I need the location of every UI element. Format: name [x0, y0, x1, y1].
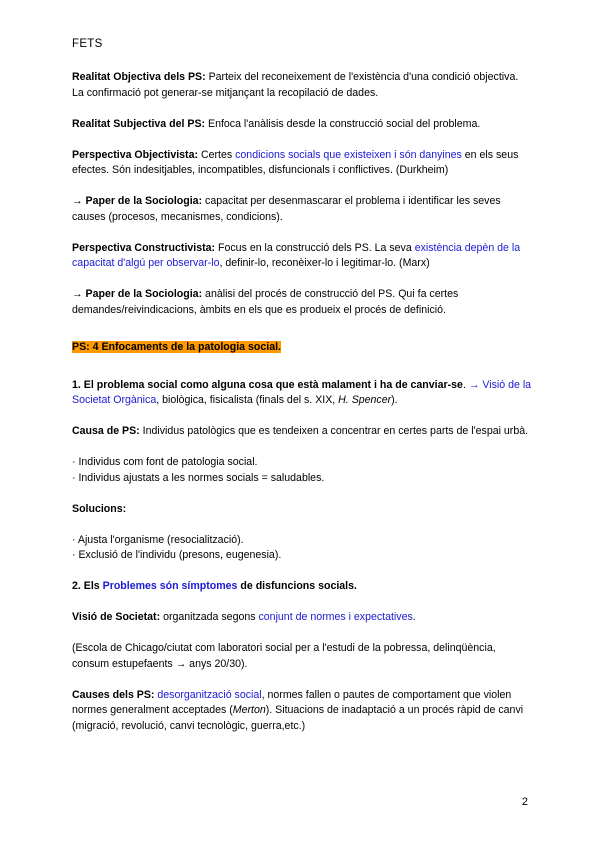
paragraph-solucions [72, 502, 532, 518]
list-item: · Exclusió de l'individu (presons, eugenesia). [72, 549, 282, 561]
paragraph-perspectiva-constructivista: Perspectiva Constructivista: Focus en la construcció dels PS. La seva existència depèn de la capacitat d'algú per observar-lo, definir-lo, reconèixer-lo i legitimar-lo. (Marx) [72, 241, 521, 269]
list-item: · Individus ajustats a les normes socials = saludables. [72, 471, 325, 484]
term: Causes dels PS: [72, 688, 155, 701]
document-body [72, 70, 532, 734]
highlight-link: condicions socials que existeixen i són danyines [235, 148, 462, 161]
term: Realitat Objectiva dels PS: [72, 71, 206, 83]
page-header: FETS [72, 38, 103, 50]
list-item: · Ajusta l'organisme (resocialització). [72, 533, 244, 546]
term: Realitat Subjectiva del PS: [72, 117, 206, 130]
paragraph-realitat-objectiva: Realitat Objectiva dels PS: Parteix del reconeixement de l'existència d'una condició objectiva. La confirmació pot generar-se mitjançant la recopilació de dades. [72, 71, 519, 99]
term: 1. El problema social como alguna cosa que està malament i ha de canviar-se [72, 378, 463, 391]
list-item: · Individus com font de patologia social. [72, 456, 258, 468]
highlight-link: existència depèn de la capacitat d'algú per observar-lo [72, 241, 521, 269]
paragraph-paper-sociologia-1: → Paper de la Sociologia: capacitat per desenmascarar el problema i identificar les seves causes (procesos, mecanismes, condicions). [72, 195, 501, 223]
term: Causa de PS: [72, 425, 140, 437]
paragraph-realitat-subjectiva: Realitat Subjectiva del PS: Enfoca l'anàlisis desde la construcció social del problema. [72, 117, 481, 130]
term: Visió de Societat: [72, 611, 161, 623]
term: Perspectiva Constructivista: [72, 241, 216, 254]
highlight-link: → Visió de la Societat Orgànica [72, 378, 532, 406]
section-heading: PS: 4 Enfocaments de la patologia social. [72, 341, 281, 353]
page-number: 2 [521, 796, 528, 808]
paragraph-paper-sociologia-2: → Paper de la Sociologia: anàlisi del procés de construcció del PS. Qui fa certes demandes/reivindicacions, àmbits en els que es produeix el procés de definició. [72, 288, 459, 316]
paragraph-escola-chicago: (Escola de Chicago/ciutat com laboratori social per a l'estudi de la pobressa, delinqüència, consum estupefaents → anys 20/30). [72, 642, 496, 670]
paragraph-enfocament-2: 2. Els Problemes són símptomes de disfuncions socials. [72, 580, 357, 592]
term: Solucions: [72, 502, 127, 515]
highlight-link: Problemes són símptomes [102, 580, 238, 592]
term: → Paper de la Sociologia: [72, 288, 203, 300]
term: Perspectiva Objectivista: [72, 148, 199, 161]
paragraph-enfocament-1: 1. El problema social como alguna cosa que està malament i ha de canviar-se. → Visió de la Societat Orgànica, biològica, fisicalista (finals del s. XIX, H. Spencer). [72, 378, 532, 406]
paragraph-causes-ps: Causes dels PS: desorganització social, normes fallen o pautes de comportament que violen normes generalment acceptades (Merton). Situacions de inadaptació a un procés ràpid de canvi (migració, revolució, canvi tecnològic, guerra,etc.) [72, 688, 524, 732]
paragraph-causa-ps: Causa de PS: Individus patològics que es tendeixen a concentrar en certes parts de l'espai urbà. [72, 425, 529, 437]
paragraph-perspectiva-objectivista: Perspectiva Objectivista: Certes condicions socials que existeixen i són danyines en els seus efectes. Són indesitjables, incompatibles, disfuncionals i conflictives. (Durkheim) [72, 148, 519, 176]
term: → Paper de la Sociologia: [72, 195, 203, 207]
highlight-link: conjunt de normes i expectatives [258, 611, 413, 623]
highlight-link: desorganització social [157, 688, 262, 701]
paragraph-visio-societat: Visió de Societat: organitzada segons conjunt de normes i expectatives. [72, 611, 416, 623]
